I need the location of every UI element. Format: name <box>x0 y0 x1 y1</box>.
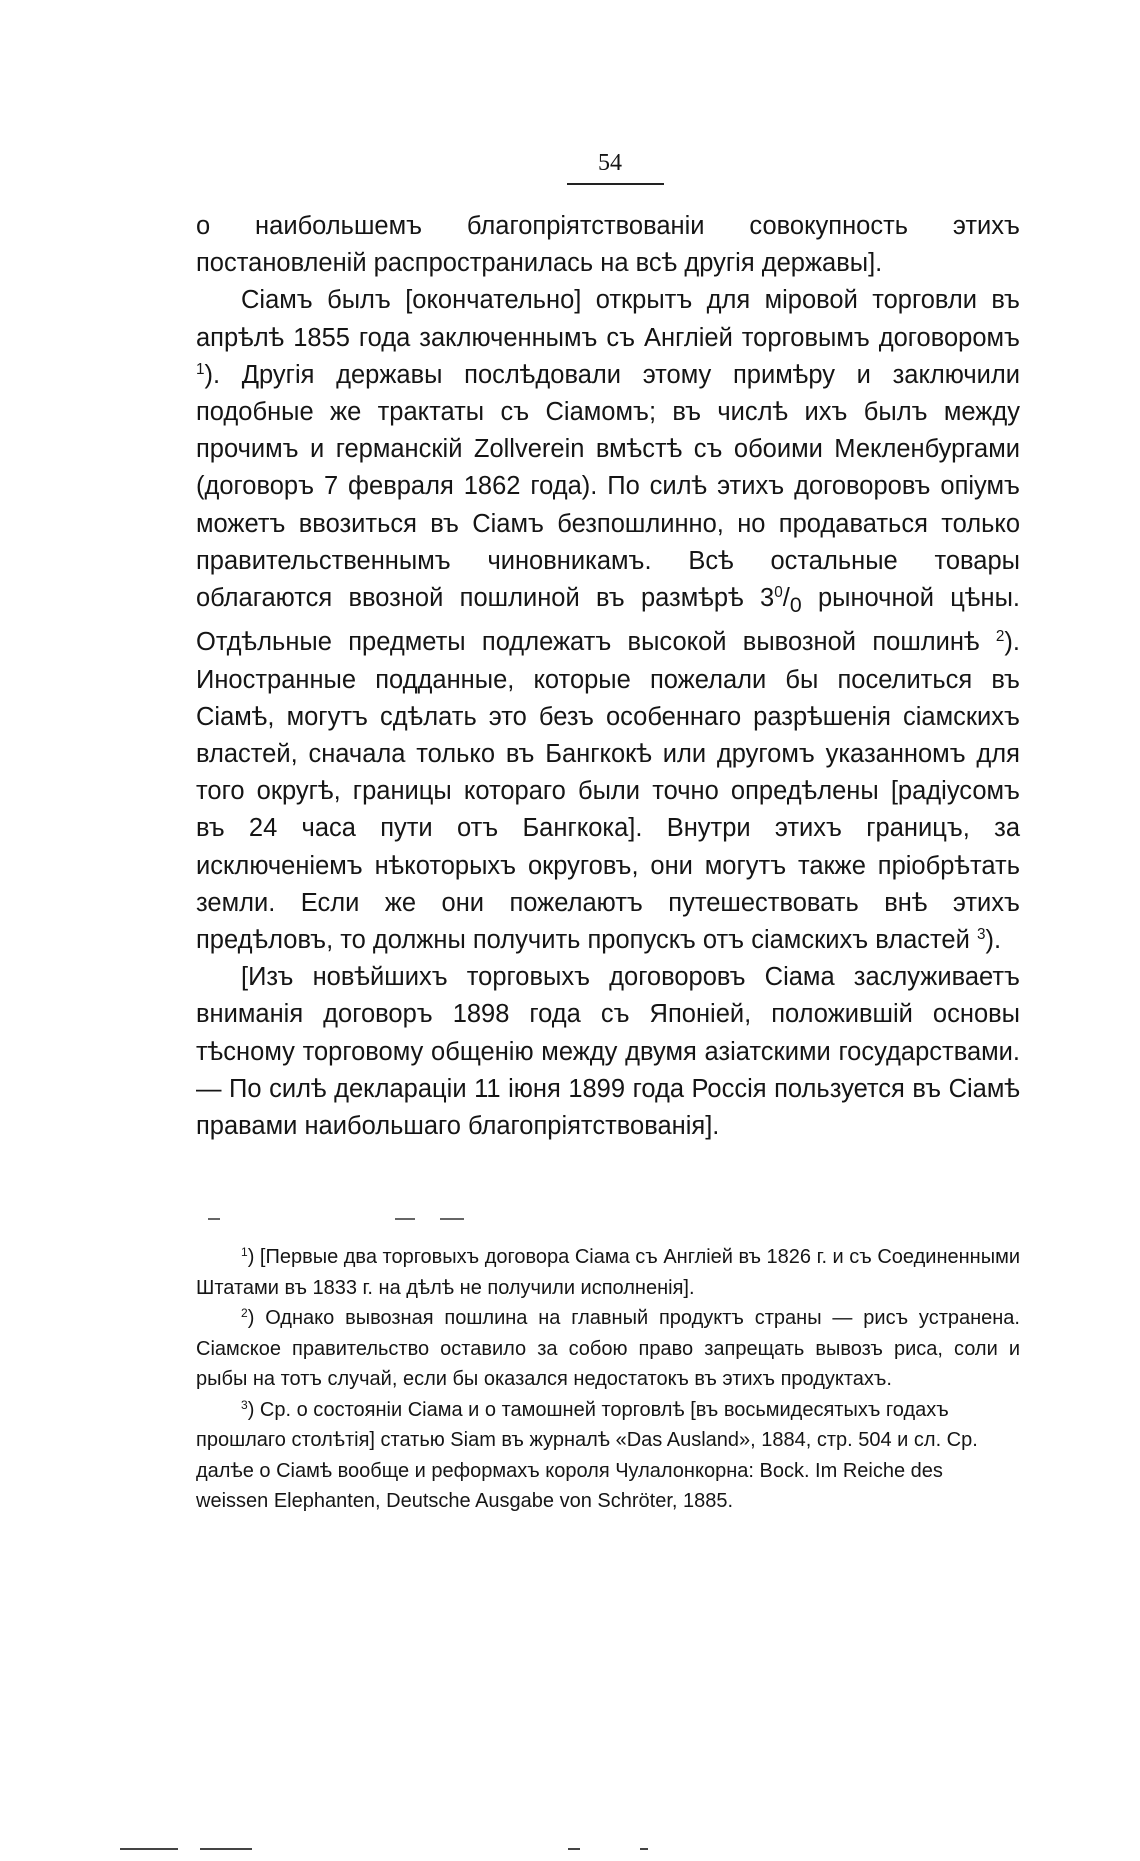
footnote-marker-1: 1 <box>241 1244 248 1259</box>
paragraph-2 <box>196 282 1020 959</box>
footnote-text-1: ) [Первые два торговыхъ договора Сіама съ Англіей въ 1826 г. и съ Соединенными Штатами въ 1833 г. на дѣлѣ не получили исполненія]. <box>196 1246 1020 1299</box>
scan-edge-mark <box>200 1848 252 1850</box>
footnote-separator <box>208 1218 220 1220</box>
footnote-text-3: ) Ср. о состояніи Сіама и о тамошней торговлѣ [въ восьмидесятыхъ годахъ прошлаго столѣтія] статью Siam въ журналѣ «Das Ausland», 1884, стр. 504 и сл. Ср. далѣе о Сіамѣ вообще и реформахъ короля Чулалонкорна: Bock. Im Reiche des weissen Elephanten, Deutsche Ausgabe von Schröter, 1885. <box>196 1398 978 1512</box>
footnote-separator-dash <box>395 1218 415 1220</box>
paragraph-2-part-4: ). Иностранные подданные, которые пожелали бы поселиться въ Сіамѣ, могутъ сдѣлать это безъ особеннаго разрѣшенія сіамскихъ властей, сначала только въ Бангкокѣ или другомъ указанномъ для того округѣ, границы котораго были точно опредѣлены [радіусомъ въ 24 часа пути отъ Бангкока]. Внутри этихъ границъ, за исключеніемъ нѣкоторыхъ округовъ, они могутъ также пріобрѣтать земли. Если же они пожелаютъ путешествовать внѣ этихъ предѣловъ, то должны получить пропускъ отъ сіамскихъ властей <box>196 628 1020 954</box>
footnote-text-2: ) Однако вывозная пошлина на главный продуктъ страны — рисъ устранена. Сіамское правительство оставило за собою право запрещать вывозъ риса, соли и рыбы на тотъ случай, если бы оказался недостатокъ въ этихъ продуктахъ. <box>196 1307 1020 1390</box>
page-number-rule <box>567 183 664 185</box>
scan-edge-mark <box>640 1848 648 1850</box>
footnote-ref-2: 2 <box>995 628 1005 646</box>
paragraph-2-part-5: ). <box>985 925 1002 954</box>
footnote-1 <box>196 1242 1020 1303</box>
percent-slash: / <box>782 584 790 613</box>
paragraph-2-part-1: Сіамъ былъ [окончательно] открытъ для міровой торговли въ апрѣлѣ 1855 года заключеннымъ съ Англіей торговымъ договоромъ <box>196 286 1020 352</box>
footnote-3 <box>196 1395 1020 1517</box>
footnotes <box>196 1242 1020 1517</box>
percent-sub: 0 <box>789 593 802 618</box>
footnote-ref-3: 3 <box>976 925 986 943</box>
page-number: 54 <box>598 150 622 176</box>
main-text <box>196 208 1020 1145</box>
scan-edge-mark <box>568 1848 580 1850</box>
footnote-ref-1: 1 <box>196 360 205 378</box>
footnote-marker-2: 2 <box>241 1305 248 1320</box>
paragraph-2-part-3: рыночной цѣны. Отдѣльные предметы подлежатъ высокой вывозной пошлинѣ <box>196 584 1021 657</box>
paragraph-3: [Изъ новѣйшихъ торговыхъ договоровъ Сіама заслуживаетъ вниманія договоръ 1898 года съ Японіей, положившій основы тѣсному торговому общенію между двумя азіатскими государствами. — По силѣ деклараціи 11 іюня 1899 года Россія пользуется въ Сіамѣ правами наибольшаго благопріятствованія]. <box>196 963 1020 1140</box>
paragraph-2-part-2: ). Другія державы послѣдовали этому примѣру и заключили подобные же трактаты съ Сіамомъ; въ числѣ ихъ былъ между прочимъ и германскій Zollverein вмѣстѣ съ обоими Мекленбургами (договоръ 7 февраля 1862 года). По силѣ этихъ договоровъ опіумъ можетъ ввозиться въ Сіамъ безпошлинно, но продаваться только правительственнымъ чиновникамъ. Всѣ остальные товары облагаются ввозной пошлиной въ размѣрѣ 3 <box>196 360 1020 613</box>
paragraph-1: о наибольшемъ благопріятствованіи совокупность этихъ постановленій распространилась на всѣ другія державы]. <box>196 212 1020 278</box>
scan-edge-mark <box>120 1848 178 1850</box>
footnote-separator-dash <box>440 1218 464 1220</box>
percent-sup: 0 <box>774 583 783 601</box>
footnote-marker-3: 3 <box>241 1397 248 1412</box>
footnote-2 <box>196 1303 1020 1395</box>
